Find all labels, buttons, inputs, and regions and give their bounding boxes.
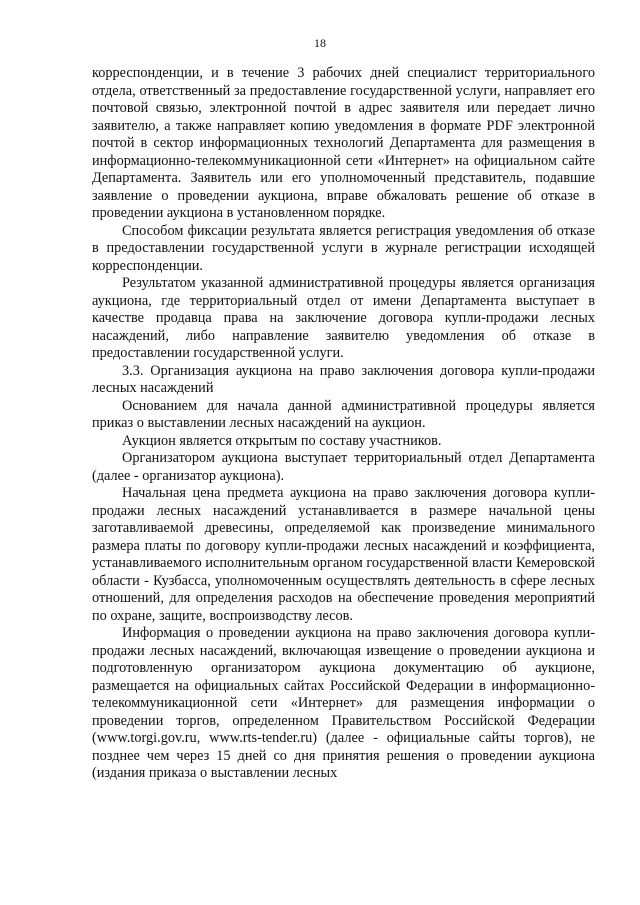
paragraph: Основанием для начала данной административной процедуры является приказ о выставлении лесных насаждений на аукцион.	[92, 397, 595, 431]
paragraph: Результатом указанной административной процедуры является организация аукциона, где территориальный отдел от имени Департамента выступает в качестве продавца права на заключение договора купли-продажи лесных насаждений, либо направление заявителю уведомления об отказе в предоставлении государственной услуги.	[92, 275, 595, 361]
section-heading: 3.3. Организация аукциона на право заключения договора купли-продажи лесных насаждений	[92, 362, 595, 396]
paragraph: Аукцион является открытым по составу участников.	[122, 432, 442, 449]
page-number: 18	[314, 36, 326, 50]
body-text	[92, 65, 595, 783]
paragraph: Информация о проведении аукциона на право заключения договора купли-продажи лесных насаждений, включающая извещение о проведении аукциона и подготовленную организатором аукциона документацию об аукционе, размещается на официальных сайтах Российской Федерации в информационно-телекоммуникационной сети «Интернет» для размещения информации о проведении торгов, определенном Правительством Российской Федерации (www.torgi.gov.ru, www.rts-tender.ru) (далее - официальные сайты торгов), не позднее чем через 15 дней со дня принятия решения о проведении аукциона (издания приказа о выставлении лесных	[92, 625, 595, 781]
paragraph: Начальная цена предмета аукциона на право заключения договора купли-продажи лесных насаждений устанавливается в размере начальной цены заготавливаемой древесины, определяемой как произведение минимального размера платы по договору купли-продажи лесных насаждений и коэффициента, устанавливаемого исполнительным органом государственной власти Кемеровской области - Кузбасса, уполномоченным осуществлять деятельность в сфере лесных отношений, для определения расходов на обеспечение проведения мероприятий по охране, защите, воспроизводству лесов.	[92, 485, 595, 624]
paragraph: Способом фиксации результата является регистрация уведомления об отказе в предоставлении государственной услуги в журнале регистрации исходящей корреспонденции.	[92, 222, 595, 274]
paragraph: Организатором аукциона выступает территориальный отдел Департамента (далее - организатор аукциона).	[92, 450, 595, 484]
paragraph: корреспонденции, и в течение 3 рабочих дней специалист территориального отдела, ответственный за предоставление государственной услуги, направляет его почтовой связью, электронной почтой в адрес заявителя или передает лично заявителю, а также направляет копию уведомления в формате PDF электронной почтой в сектор информационных технологий Департамента для размещения в информационно-телекоммуникационной сети «Интернет» на официальном сайте Департамента. Заявитель или его уполномоченный представитель, подавшие заявление о проведении аукциона, вправе обжаловать решение об отказе в проведении аукциона в установленном порядке.	[92, 65, 595, 221]
